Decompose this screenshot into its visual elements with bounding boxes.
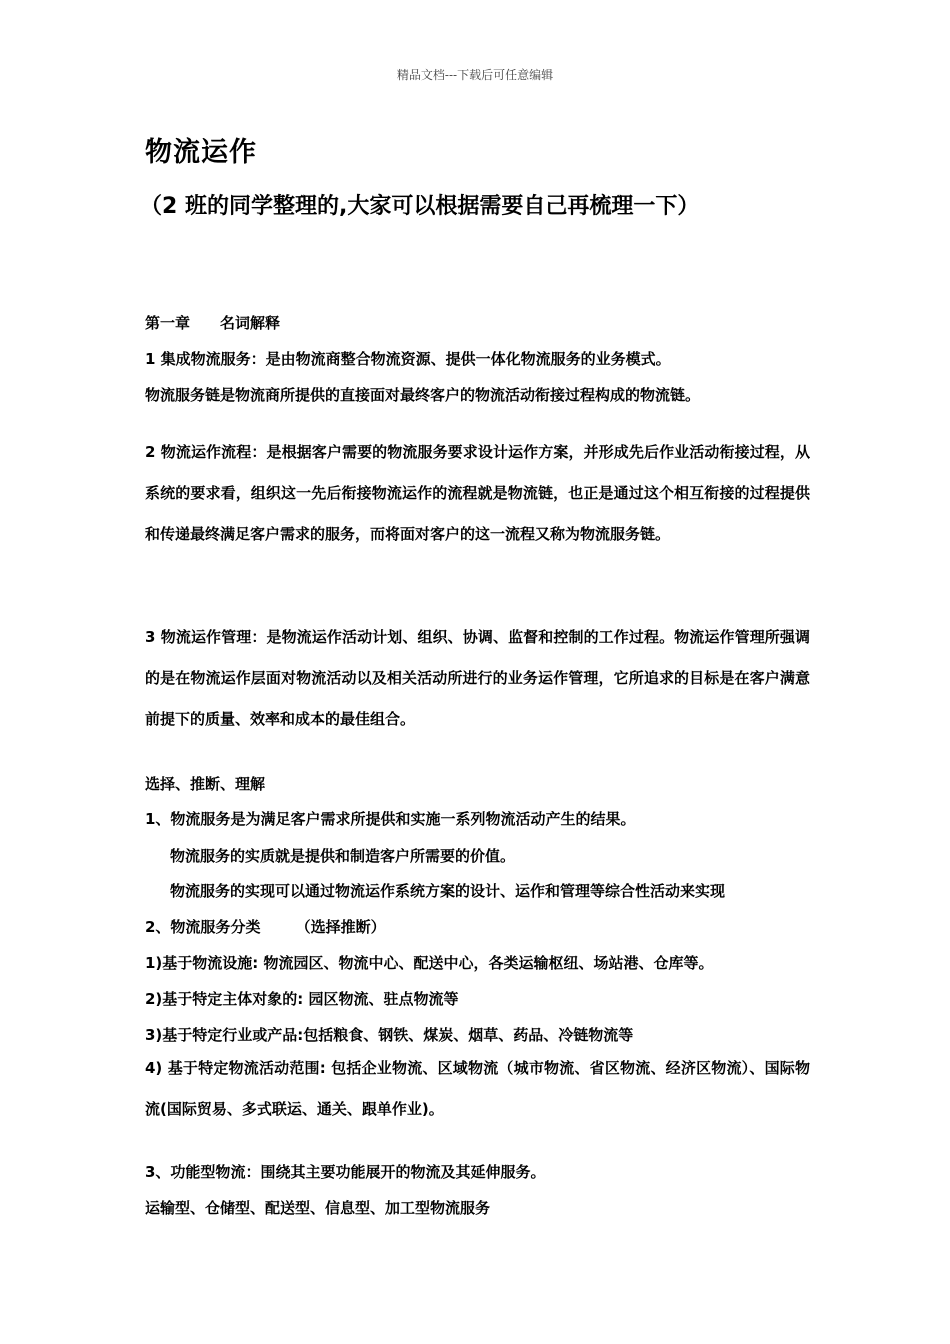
item-2-a: 1)基于物流设施: 物流园区、物流中心、配送中心，各类运输枢纽、场站港、仓库等。 [145, 954, 714, 972]
header-note: 精品文档---下载后可任意编辑 [396, 68, 554, 82]
item-3: 3、功能型物流：围绕其主要功能展开的物流及其延伸服务。 [145, 1163, 546, 1181]
item-3-sub: 运输型、仓储型、配送型、信息型、加工型物流服务 [145, 1199, 491, 1217]
definition-2: 2 物流运作流程：是根据客户需要的物流服务要求设计运作方案，并形成先后作业活动衔接过程，从系统的要求看，组织这一先后衔接物流运作的流程就是物流链，也正是通过这个相互衔接的过程提供和传递最终满足客户需求的服务，而将面对客户的这一流程又称为物流服务链。 [145, 443, 810, 543]
page-subtitle: （2 班的同学整理的,大家可以根据需要自己再梳理一下） [140, 194, 700, 219]
item-2-d: 4) 基于特定物流活动范围: 包括企业物流、区域物流（城市物流、省区物流、经济区物流）、国际物流(国际贸易、多式联运、通关、跟单作业)。 [145, 1059, 810, 1118]
definition-1-line-2: 物流服务链是物流商所提供的直接面对最终客户的物流活动衔接过程构成的物流链。 [145, 386, 701, 404]
item-2: 2、物流服务分类 （选择推断） [145, 918, 386, 936]
item-1-sub-2: 物流服务的实现可以通过物流运作系统方案的设计、运作和管理等综合性活动来实现 [170, 882, 726, 900]
definition-3: 3 物流运作管理：是物流运作活动计划、组织、协调、监督和控制的工作过程。物流运作管理所强调的是在物流运作层面对物流活动以及相关活动所进行的业务运作管理，它所追求的目标是在客户满意前提下的质量、效率和成本的最佳组合。 [145, 628, 810, 728]
item-1-sub-1: 物流服务的实质就是提供和制造客户所需要的价值。 [170, 847, 516, 865]
item-1: 1、物流服务是为满足客户需求所提供和实施一系列物流活动产生的结果。 [145, 810, 636, 828]
item-2-c: 3)基于特定行业或产品:包括粮食、钢铁、煤炭、烟草、药品、冷链物流等 [145, 1026, 634, 1044]
item-2-b: 2)基于特定主体对象的: 园区物流、驻点物流等 [145, 990, 459, 1008]
definition-1-line-1: 1 集成物流服务：是由物流商整合物流资源、提供一体化物流服务的业务模式。 [145, 350, 671, 368]
section-heading: 选择、推断、理解 [145, 775, 266, 793]
chapter-heading: 第一章 名词解释 [145, 314, 281, 332]
page-title: 物流运作 [145, 137, 257, 168]
